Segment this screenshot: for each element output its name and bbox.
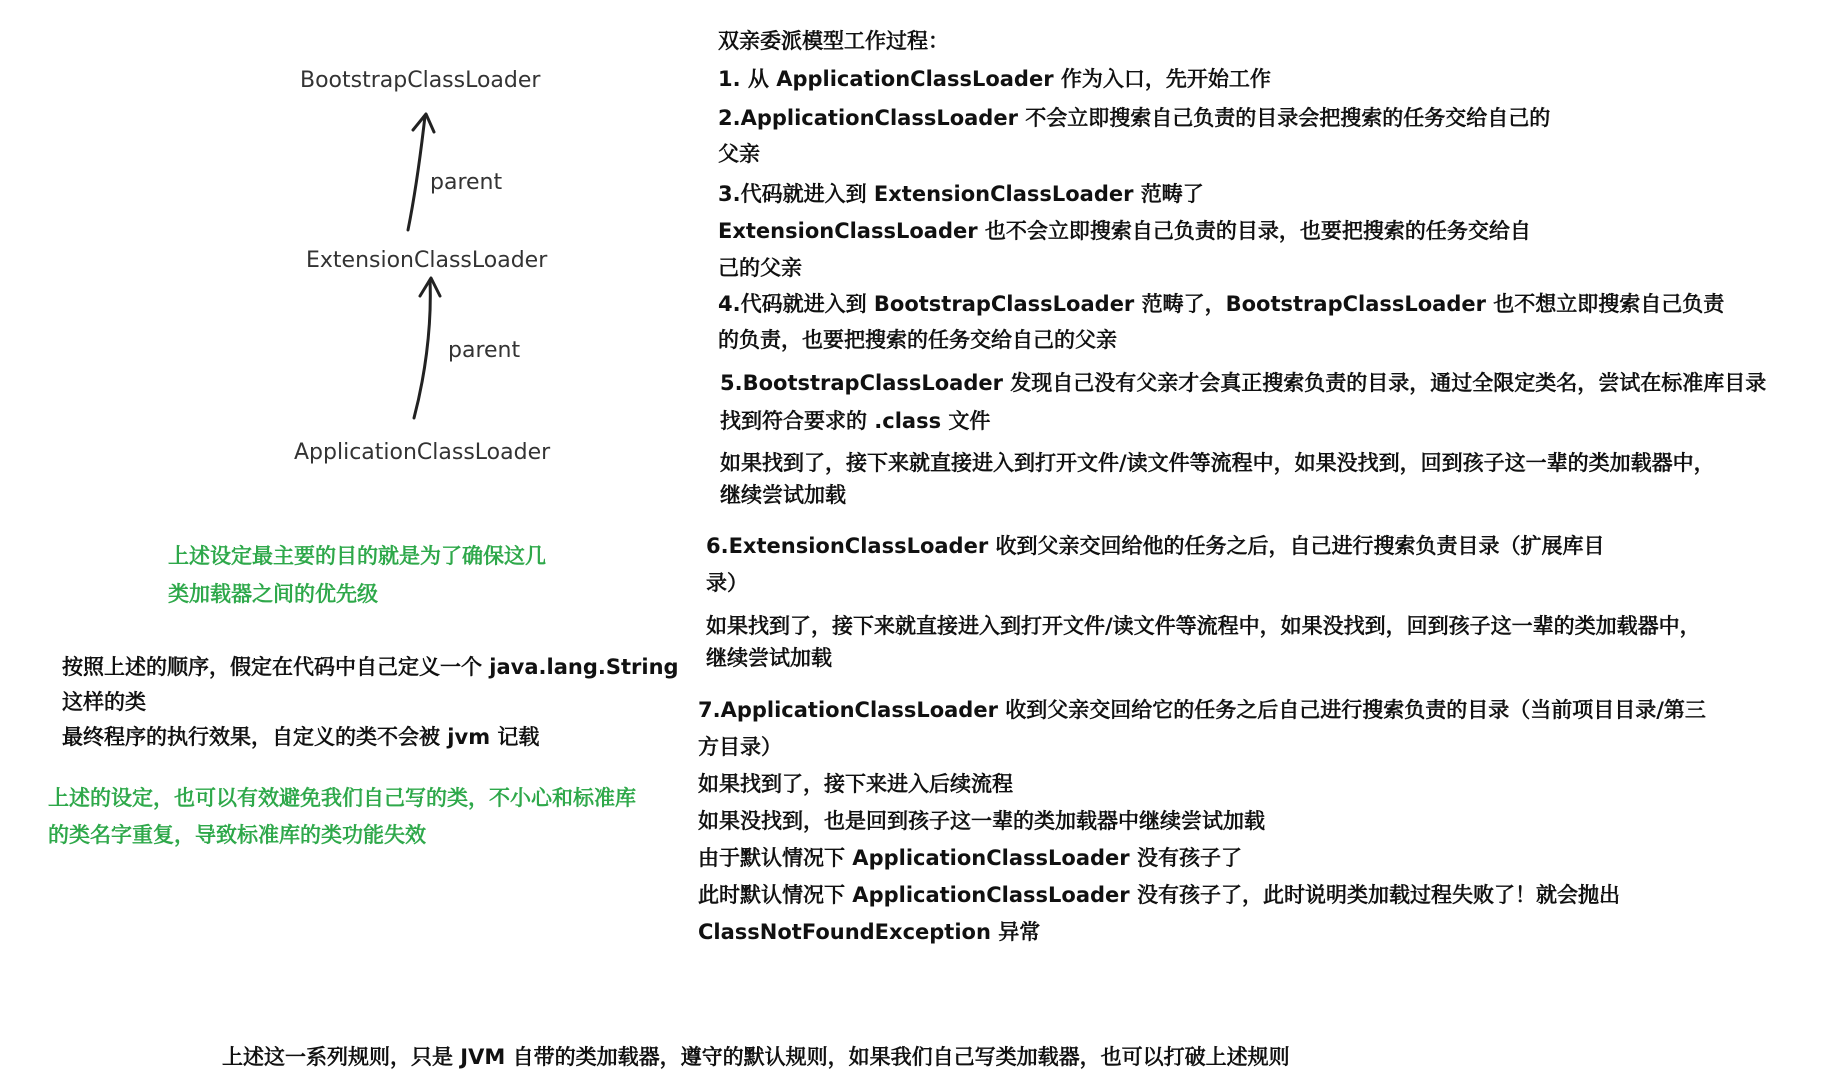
step-1-line: 1. 从 ApplicationClassLoader 作为入口，先开始工作 [718,67,1271,91]
step-7-line: ClassNotFoundException 异常 [698,920,1041,944]
step-7-line: 如果没找到，也是回到孩子这一辈的类加载器中继续尝试加载 [698,809,1265,833]
parent-arrow-app-to-ext [414,280,430,418]
step-5-line: 5.BootstrapClassLoader 发现自己没有父亲才会真正搜索负责的目录，通过全限定类名，尝试在标准库目录 [720,371,1767,395]
step-7-line: 如果找到了，接下来进入后续流程 [698,772,1013,796]
process-step-6-result [706,610,1701,674]
bootstrap-loader-label: BootstrapClassLoader [300,68,541,93]
step-3-line: 3.代码就进入到 ExtensionClassLoader 范畴了 [718,182,1204,206]
parent-label-app-to-ext: parent [448,338,521,363]
custom-string-note-line: 这样的类 [62,690,146,714]
custom-string-note-line: 按照上述的顺序，假定在代码中自己定义一个 java.lang.String [62,655,679,679]
step-4-line: 的负责，也要把搜索的任务交给自己的父亲 [718,328,1117,352]
priority-note [168,537,546,613]
process-step-6 [706,528,1605,602]
step-3-line: ExtensionClassLoader 也不会立即搜索自己负责的目录，也要把搜索的任务交给自 [718,219,1531,243]
step-7-line: 此时默认情况下 ApplicationClassLoader 没有孩子了，此时说明类加载过程失败了！就会抛出 [698,883,1620,907]
process-step-2 [718,100,1550,172]
step-2-line: 2.ApplicationClassLoader 不会立即搜索自己负责的目录会把搜索的任务交给自己的 [718,106,1551,130]
step-3-line: 己的父亲 [718,256,802,280]
priority-note-line: 上述设定最主要的目的就是为了确保这几 [168,544,546,568]
parent-arrow-ext-to-boot [408,116,425,230]
avoid-conflict-note-line: 的类名字重复，导致标准库的类功能失效 [48,823,426,847]
step-5-line: 如果找到了，接下来就直接进入到打开文件/读文件等流程中，如果没找到，回到孩子这一辈的类加载器中， [720,451,1715,475]
process-step-1 [718,62,1271,96]
avoid-conflict-note [48,780,636,854]
step-6-line: 录） [706,571,748,595]
process-title: 双亲委派模型工作过程： [718,29,949,53]
custom-string-note-line: 最终程序的执行效果，自定义的类不会被 jvm 记载 [62,725,540,749]
process-step-5 [720,364,1766,514]
application-loader-label: ApplicationClassLoader [294,440,551,465]
step-7-line: 7.ApplicationClassLoader 收到父亲交回给它的任务之后自己进行搜索负责的目录（当前项目目录/第三 [698,698,1706,722]
step-2-line: 父亲 [718,142,760,166]
step-6-result-line: 继续尝试加载 [706,646,832,670]
step-5-line: 找到符合要求的 .class 文件 [720,409,991,433]
step-6-line: 6.ExtensionClassLoader 收到父亲交回给他的任务之后，自己进行搜索负责目录（扩展库目 [706,534,1605,558]
parent-label-ext-to-boot: parent [430,170,503,195]
process-step-3 [718,176,1531,287]
step-4-line: 4.代码就进入到 BootstrapClassLoader 范畴了，BootstrapClassLoader 也不想立即搜索自己负责 [718,292,1725,316]
step-6-result-line: 如果找到了，接下来就直接进入到打开文件/读文件等流程中，如果没找到，回到孩子这一辈的类加载器中， [706,614,1701,638]
process-step-7 [698,692,1706,951]
footer-rule-note: 上述这一系列规则，只是 JVM 自带的类加载器，遵守的默认规则，如果我们自己写类加载器，也可以打破上述规则 [222,1045,1290,1069]
custom-string-note [62,650,679,755]
step-5-line: 继续尝试加载 [720,483,846,507]
step-7-line: 方目录） [698,735,782,759]
priority-note-line: 类加载器之间的优先级 [168,582,378,606]
process-step-4 [718,286,1724,358]
avoid-conflict-note-line: 上述的设定，也可以有效避免我们自己写的类，不小心和标准库 [48,786,636,810]
step-7-line: 由于默认情况下 ApplicationClassLoader 没有孩子了 [698,846,1242,870]
extension-loader-label: ExtensionClassLoader [306,248,548,273]
